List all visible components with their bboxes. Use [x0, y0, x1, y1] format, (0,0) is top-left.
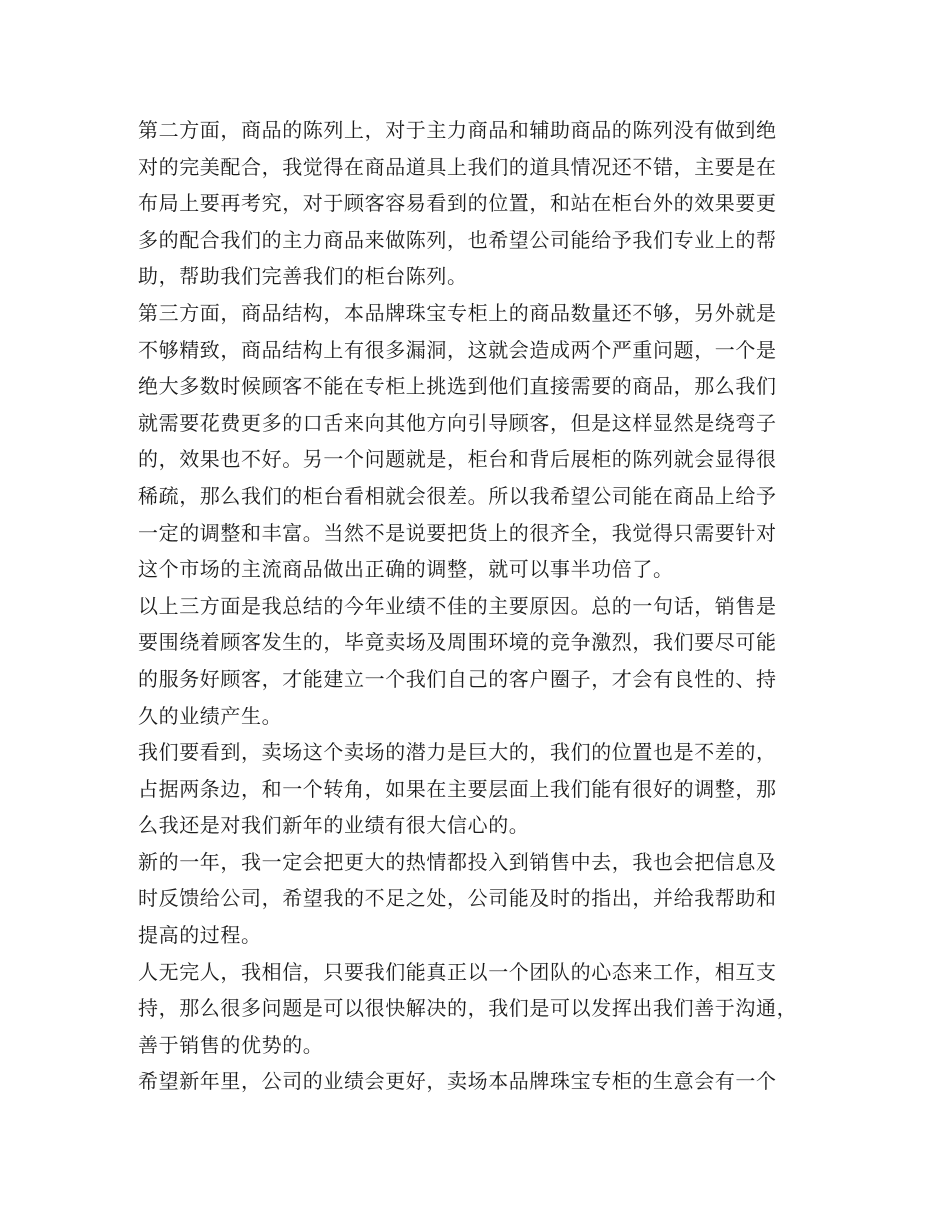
text-line: 希望新年里，公司的业绩会更好，卖场本品牌珠宝专柜的生意会有一个: [138, 1069, 777, 1094]
text-line: 不够精致，商品结构上有很多漏洞，这就会造成两个严重问题，一个是: [138, 337, 777, 362]
text-line: 第三方面，商品结构，本品牌珠宝专柜上的商品数量还不够，另外就是: [138, 300, 777, 325]
text-line: 以上三方面是我总结的今年业绩不佳的主要原因。总的一句话，销售是: [138, 593, 777, 618]
text-line: 这个市场的主流商品做出正确的调整，就可以事半功倍了。: [138, 557, 674, 582]
text-line: 么我还是对我们新年的业绩有很大信心的。: [138, 813, 530, 838]
text-line: 的，效果也不好。另一个问题就是，柜台和背后展柜的陈列就会显得很: [138, 447, 777, 472]
text-line: 一定的调整和丰富。当然不是说要把货上的很齐全，我觉得只需要针对: [138, 520, 777, 545]
text-line: 要围绕着顾客发生的，毕竟卖场及周围环境的竞争激烈，我们要尽可能: [138, 630, 777, 655]
text-line: 占据两条边，和一个转角，如果在主要层面上我们能有很好的调整，那: [138, 776, 777, 801]
text-line: 提高的过程。: [138, 923, 262, 948]
text-line: 就需要花费更多的口舌来向其他方向引导顾客，但是这样显然是绕弯子: [138, 410, 777, 435]
text-line: 稀疏，那么我们的柜台看相就会很差。所以我希望公司能在商品上给予: [138, 483, 777, 508]
text-line: 对的完美配合，我觉得在商品道具上我们的道具情况还不错，主要是在: [138, 154, 777, 179]
text-line: 持，那么很多问题是可以很快解决的，我们是可以发挥出我们善于沟通，: [138, 996, 798, 1021]
text-line: 新的一年，我一定会把更大的热情都投入到销售中去，我也会把信息及: [138, 849, 777, 874]
text-line: 善于销售的优势的。: [138, 1032, 324, 1057]
text-line: 第二方面，商品的陈列上，对于主力商品和辅助商品的陈列没有做到绝: [138, 118, 777, 142]
text-line: 我们要看到，卖场这个卖场的潜力是巨大的，我们的位置也是不差的，: [138, 740, 777, 765]
text-line: 布局上要再考究，对于顾客容易看到的位置，和站在柜台外的效果要更: [138, 191, 777, 216]
text-line: 人无完人，我相信，只要我们能真正以一个团队的心态来工作，相互支: [138, 959, 777, 984]
text-line: 绝大多数时候顾客不能在专柜上挑选到他们直接需要的商品，那么我们: [138, 374, 777, 399]
text-line: 的服务好顾客，才能建立一个我们自己的客户圈子，才会有良性的、持: [138, 666, 777, 691]
text-line: 助，帮助我们完善我们的柜台陈列。: [138, 264, 468, 289]
document-body: [138, 112, 818, 1100]
text-line: 久的业绩产生。: [138, 703, 283, 728]
text-line: 多的配合我们的主力商品来做陈列，也希望公司能给予我们专业上的帮: [138, 227, 777, 252]
text-line: 时反馈给公司，希望我的不足之处，公司能及时的指出，并给我帮助和: [138, 886, 777, 911]
